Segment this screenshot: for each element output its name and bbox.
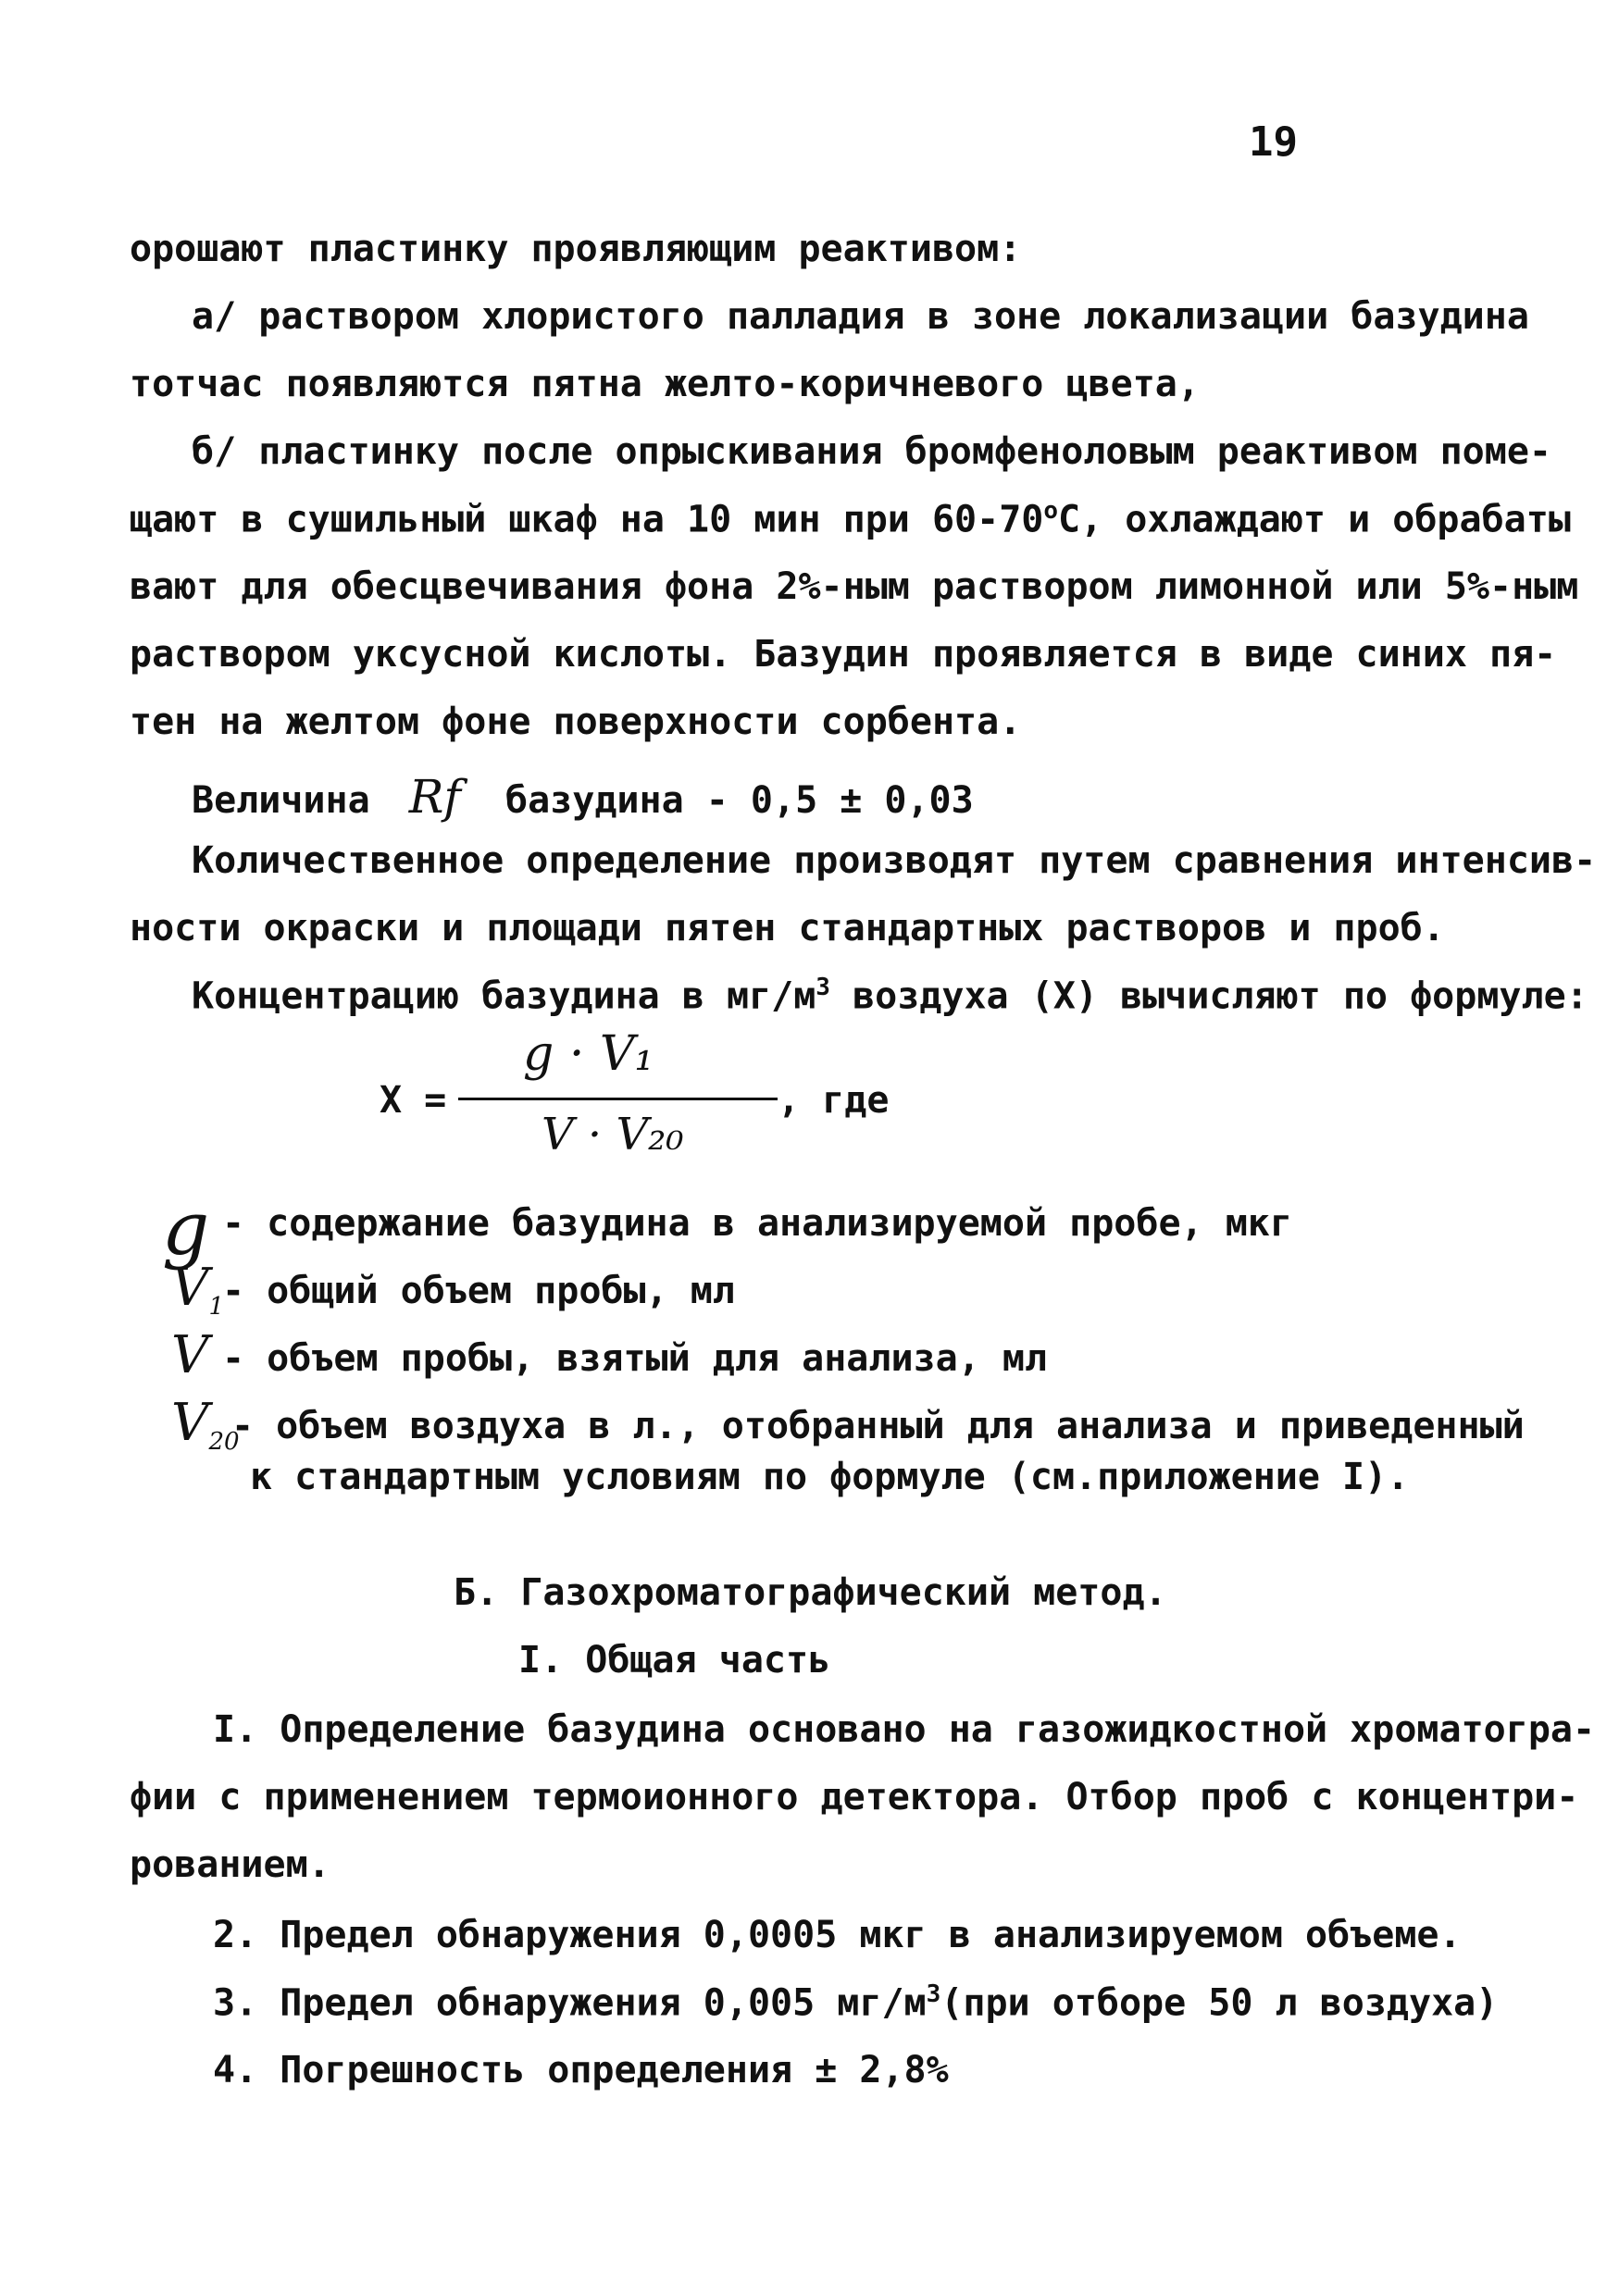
formula-numerator: g · V₁ [523, 1026, 654, 1082]
legend-line-1: - содержание базудина в анализируемой пробе, мкг [222, 1202, 1292, 1245]
degree-sup: о [1043, 497, 1059, 525]
text-line-5-head: щают в сушильный шкаф на 10 мин при 60-70 [130, 498, 1044, 541]
text-line-6: вают для обесцвечивания фона 2%-ным раствором лимонной или 5%-ным [130, 565, 1579, 608]
item-2: 2. Предел обнаружения 0,0005 мкг в анализируемом объеме. [213, 1914, 1462, 1956]
legend-symbol-g: g [162, 1185, 210, 1272]
rf-prefix: Величина [192, 779, 370, 822]
item-3-sup: 3 [926, 1980, 941, 2008]
text-line-11 [192, 974, 1588, 1018]
text-line-10: ности окраски и площади пятен стандартных растворов и проб. [130, 907, 1445, 949]
text-line-7: раствором уксусной кислоты. Базудин проявляется в виде синих пя- [130, 633, 1557, 676]
legend-symbol-v1: $V_1$ [171, 1258, 224, 1321]
text-line-11-tail: воздуха (X) вычисляют по формуле: [829, 974, 1588, 1018]
text-line-11-head: Концентрацию базудина в мг/м [192, 974, 816, 1018]
formula-lhs: X = [380, 1079, 447, 1122]
legend-symbol-v20: $V_{20}$ [171, 1393, 240, 1456]
item-3 [213, 1980, 1498, 2025]
text-line-1: орошают пластинку проявляющим реактивом: [130, 228, 1022, 270]
text-line-4: б/ пластинку после опрыскивания бромфеноловым реактивом поме- [192, 430, 1552, 473]
legend-line-4: - объем воздуха в л., отобранный для анализа и приведенный [231, 1405, 1525, 1447]
cubic-sup: 3 [816, 974, 830, 1001]
item-4: 4. Погрешность определения ± 2,8% [213, 2049, 949, 2091]
item-1-line-1: I. Определение базудина основано на газожидкостной хроматогра- [213, 1708, 1596, 1751]
legend-symbol-v: V [171, 1325, 209, 1385]
legend-line-2: - общий объем пробы, мл [222, 1270, 735, 1312]
text-line-3: тотчас появляются пятна желто-коричневого цвета, [130, 363, 1200, 405]
rf-symbol: Rf [408, 770, 461, 824]
text-line-9: Количественное определение производят путем сравнения интенсив- [192, 839, 1597, 882]
rf-line [192, 769, 974, 825]
item-1-line-3: рованием. [130, 1843, 330, 1886]
formula-fraction [458, 1025, 778, 1164]
formula-tail: , где [778, 1079, 890, 1122]
section-b-heading: Б. Газохроматографический метод. [454, 1571, 1167, 1614]
legend-line-3: - объем пробы, взятый для анализа, мл [222, 1337, 1048, 1380]
legend-line-4-cont: к стандартным условиям по формуле (см.приложение I). [250, 1456, 1410, 1498]
rf-suffix: базудина - 0,5 ± 0,03 [505, 779, 974, 822]
text-line-2: а/ раствором хлористого палладия в зоне локализации базудина [192, 295, 1529, 338]
text-line-5-tail: С, охлаждают и обрабаты [1058, 498, 1571, 541]
fraction-bar [458, 1098, 778, 1100]
formula-denominator: V · V₂₀ [542, 1109, 684, 1160]
page-number: 19 [1249, 118, 1298, 166]
item-1-line-2: фии с применением термоионного детектора. Отбор проб с концентри- [130, 1776, 1579, 1818]
text-line-8: тен на желтом фоне поверхности сорбента. [130, 701, 1022, 743]
section-1-heading: I. Общая часть [518, 1639, 831, 1682]
item-3-head: 3. Предел обнаружения 0,005 мг/м [213, 1981, 927, 2025]
text-line-5 [130, 497, 1571, 541]
item-3-tail: (при отборе 50 л воздуха) [940, 1981, 1499, 2025]
